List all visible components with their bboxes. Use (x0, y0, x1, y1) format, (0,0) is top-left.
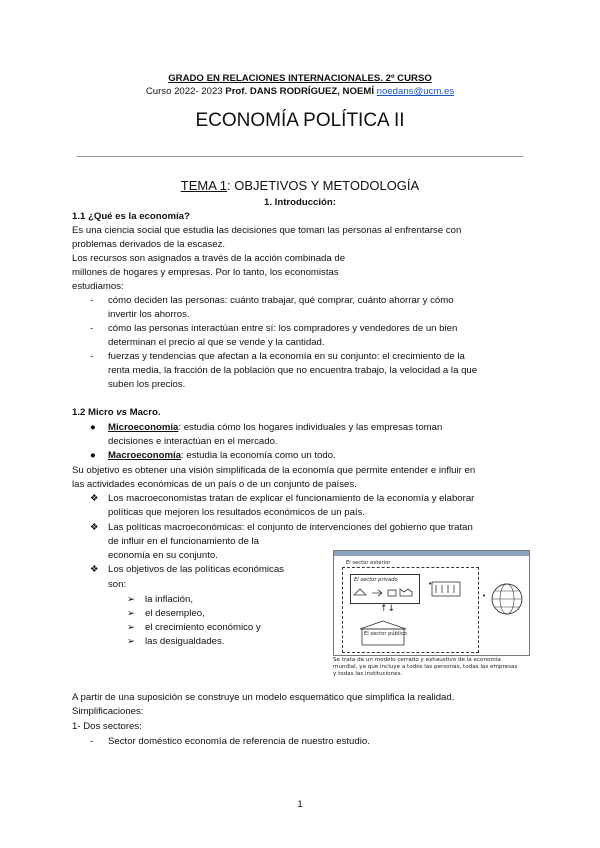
globe-icon (489, 581, 525, 617)
email-link[interactable]: noedans@ucm.es (376, 86, 455, 97)
paragraph-line: millones de hogares y empresas. Por lo tanto, los economistas (72, 267, 339, 278)
list-item: economía en su conjunto. (108, 550, 218, 561)
list-item: el crecimiento económico y (145, 622, 261, 633)
macro-term: Macroeconomía (108, 450, 182, 461)
paragraph-line: problemas derivados de la escasez. (72, 239, 226, 250)
dot-bullet: ● (90, 450, 96, 461)
figure-caption-line: y todas las instituciones. (333, 671, 403, 677)
arrow-bullet-icon: ➢ (127, 636, 136, 647)
list-item: políticas que mejoren los resultados económicos de un país. (108, 507, 366, 518)
figure-caption-line: Se trata de un modelo cerrado y exhaustivo de la economía (333, 657, 501, 663)
list-item: decisiones e interactúan en el mercado. (108, 436, 278, 447)
page-number: 1 (297, 799, 303, 810)
dot-bullet: ● (90, 422, 96, 433)
dash-bullet: - (90, 323, 94, 334)
figure-top-label: El sector exterior (346, 560, 391, 566)
paragraph-line: Es una ciencia social que estudia las decisiones que toman las personas al enfrentarse con (72, 225, 462, 236)
list-item: Los macroeconomistas tratan de explicar el funcionamiento de la economía y elaborar (108, 493, 475, 504)
public-sector-label: El sector público (364, 631, 407, 637)
list-item: Sector doméstico economía de referencia de nuestro estudio. (108, 736, 370, 747)
tema-heading (0, 177, 600, 195)
list-item: Las políticas macroeconómicas: el conjunto de intervenciones del gobierno que tratan (108, 522, 473, 533)
paragraph-line: las actividades económicas de un país o de un conjunto de países. (72, 479, 357, 490)
course-label: Curso 2022- 2023 (145, 86, 226, 97)
list-item: renta media, la fracción de la población que no encuentra trabajo, la velocidad a la que (108, 365, 478, 376)
arrow-bullet-icon: ➢ (127, 608, 136, 619)
bank-icon (430, 576, 462, 598)
list-item: cómo las personas interactúan entre sí: los compradores y vendedores de un bien (108, 323, 458, 334)
paragraph-line: estudiamos: (72, 281, 124, 292)
paragraph-line: 1- Dos sectores: (72, 721, 142, 732)
section-1-2-heading: 1.2 Micro vs Macro. (72, 407, 161, 418)
exchange-arrows-icon: ↑↓ (380, 604, 396, 614)
list-item: las desigualdades. (145, 636, 225, 647)
list-item: determinan el precio al que se vende y la cantidad. (108, 337, 325, 348)
header-title: GRADO EN RELACIONES INTERNACIONALES. 2º CURSO (168, 73, 432, 84)
list-item: son: (108, 579, 127, 590)
list-item: Los objetivos de las políticas económicas (108, 564, 284, 575)
tema-label: TEMA 1 (180, 178, 228, 193)
households-firms-icon (352, 585, 416, 599)
arrow-bullet-icon: ➢ (127, 594, 136, 605)
intro-heading: 1. Introducción: (264, 197, 336, 208)
section-1-1-heading: 1.1 ¿Qué es la economía? (72, 211, 190, 222)
diamond-bullet-icon: ❖ (90, 564, 99, 575)
dash-bullet: - (90, 736, 94, 747)
dot-connector-icon: • (428, 580, 433, 588)
list-item: invertir los ahorros. (108, 309, 190, 320)
title-divider (77, 156, 523, 157)
arrow-bullet-icon: ➢ (127, 622, 136, 633)
diamond-bullet-icon: ❖ (90, 493, 99, 504)
dash-bullet: - (90, 295, 94, 306)
list-item: el desempleo, (145, 608, 205, 619)
list-item: cómo deciden las personas: cuánto trabajar, qué comprar, cuánto ahorrar y cómo (108, 295, 454, 306)
paragraph-line: A partir de una suposición se construye un modelo esquemático que simplifica la realidad. (72, 692, 455, 703)
list-item: fuerzas y tendencias que afectan a la economía en su conjunto: el crecimiento de la (108, 351, 465, 362)
paragraph-line: Su objetivo es obtener una visión simplificada de la economía que permite entender e influir en (72, 465, 476, 476)
tema-title: : OBJETIVOS Y METODOLOGÍA (227, 178, 420, 193)
figure-top-bar (334, 551, 529, 556)
paragraph-line: Los recursos son asignados a través de la acción combinada de (72, 253, 346, 264)
micro-term: Microeconomía (108, 422, 179, 433)
micro-definition: Microeconomía: estudia cómo los hogares individuales y las empresas toman (108, 422, 443, 433)
figure-caption-line: mundial, ya que incluye a todos las personas, todas las empresas (333, 664, 518, 670)
list-item: suben los precios. (108, 379, 186, 390)
private-sector-label: El sector privado (354, 577, 398, 583)
economy-model-figure (333, 550, 530, 656)
document-title: ECONOMÍA POLÍTICA II (195, 110, 405, 131)
dash-bullet: - (90, 351, 94, 362)
macro-definition: Macroeconomía: estudia la economía como un todo. (108, 450, 336, 461)
dot-connector-icon: • (482, 592, 487, 600)
header-course-line (0, 85, 600, 100)
list-item: de influir en el funcionamiento de la (108, 536, 259, 547)
diamond-bullet-icon: ❖ (90, 522, 99, 533)
professor-name: Prof. DANS RODRÍGUEZ, NOEMÍ (225, 86, 377, 97)
list-item: la inflación, (145, 594, 193, 605)
paragraph-line: Simplificaciones: (72, 706, 144, 717)
